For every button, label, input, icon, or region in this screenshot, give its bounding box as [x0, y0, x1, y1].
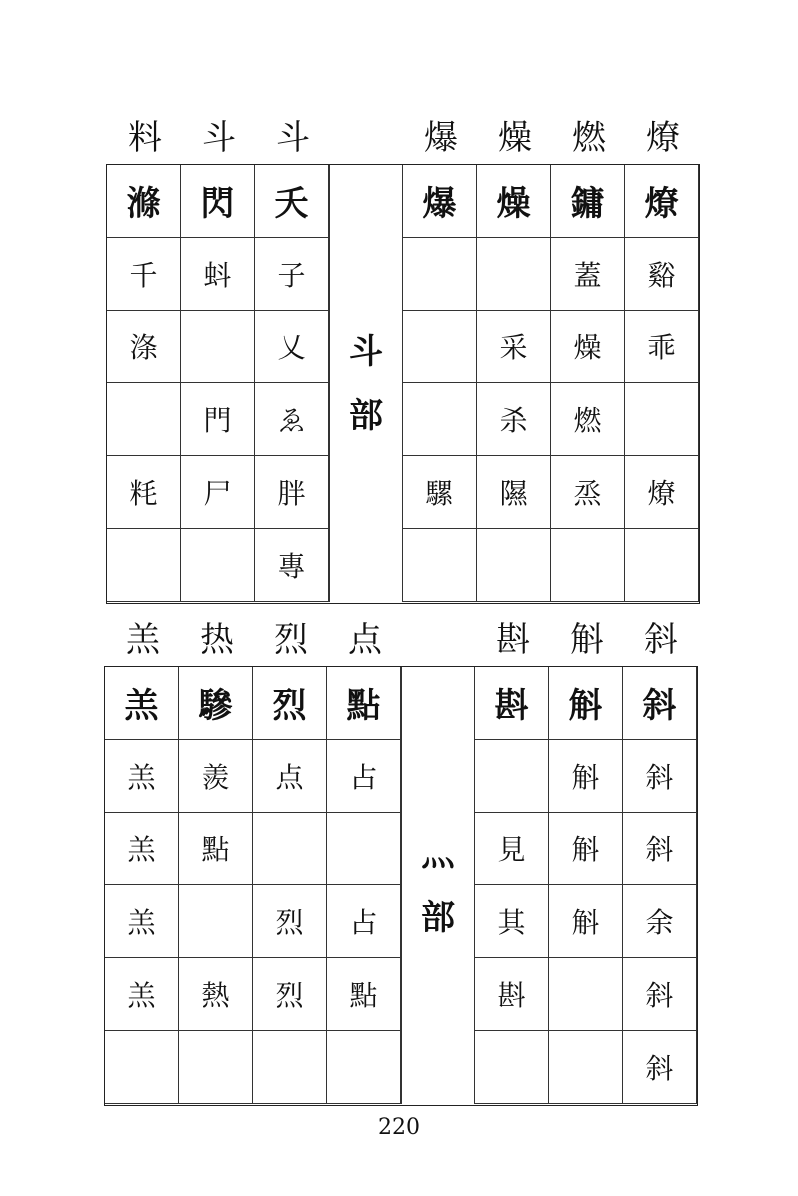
- glyph-cell: [475, 740, 549, 813]
- glyph-cell: 專: [255, 529, 329, 602]
- glyph-cell: 羔: [105, 958, 179, 1031]
- glyph-cell: [327, 813, 401, 886]
- glyph-cell: 燃: [551, 383, 625, 456]
- page-number: 220: [378, 1115, 420, 1140]
- radical-label: [329, 165, 403, 602]
- glyph-cell: [253, 813, 327, 886]
- glyph-cell: 涤: [107, 311, 181, 384]
- radical-char: 斗: [349, 331, 383, 372]
- bottom-character-table: [104, 666, 698, 1106]
- header-char: 爆: [424, 118, 458, 158]
- glyph-cell: 千: [107, 238, 181, 311]
- glyph-cell: 點: [327, 958, 401, 1031]
- glyph-cell: 蓋: [551, 238, 625, 311]
- glyph-cell: 燥: [477, 165, 551, 238]
- glyph-cell: [181, 529, 255, 602]
- glyph-cell: 點: [179, 813, 253, 886]
- glyph-cell: 斛: [549, 740, 623, 813]
- glyph-cell: 谿: [625, 238, 699, 311]
- glyph-cell: 隰: [477, 456, 551, 529]
- glyph-cell: [107, 529, 181, 602]
- glyph-cell: [403, 311, 477, 384]
- glyph-cell: 滌: [107, 165, 181, 238]
- glyph-cell: 羔: [105, 740, 179, 813]
- header-char: 烈: [274, 620, 308, 660]
- header-char: 燎: [646, 118, 680, 158]
- glyph-cell: 閃: [181, 165, 255, 238]
- glyph-cell: 斛: [549, 813, 623, 886]
- top-character-table: [106, 164, 700, 604]
- glyph-cell: 燎: [625, 165, 699, 238]
- glyph-cell: [327, 1031, 401, 1104]
- header-char: 点: [348, 620, 382, 660]
- glyph-cell: 采: [477, 311, 551, 384]
- radical-char: 部: [349, 395, 383, 436]
- glyph-cell: 蚪: [181, 238, 255, 311]
- header-char: 热: [200, 620, 234, 660]
- glyph-cell: [475, 1031, 549, 1104]
- glyph-cell: 占: [327, 885, 401, 958]
- glyph-cell: 粍: [107, 456, 181, 529]
- glyph-cell: 羔: [105, 885, 179, 958]
- glyph-cell: 斜: [623, 813, 697, 886]
- glyph-cell: 烈: [253, 667, 327, 740]
- glyph-cell: [253, 1031, 327, 1104]
- header-char: 斗: [276, 118, 310, 158]
- glyph-cell: 烝: [551, 456, 625, 529]
- glyph-cell: 爆: [403, 165, 477, 238]
- glyph-cell: 胖: [255, 456, 329, 529]
- glyph-cell: 斛: [549, 885, 623, 958]
- glyph-cell: [477, 529, 551, 602]
- glyph-cell: [181, 311, 255, 384]
- radical-char: 灬: [421, 833, 455, 874]
- glyph-cell: ゑ: [255, 383, 329, 456]
- glyph-cell: 騾: [403, 456, 477, 529]
- glyph-cell: 羨: [179, 740, 253, 813]
- glyph-cell: 杀: [477, 383, 551, 456]
- glyph-cell: 子: [255, 238, 329, 311]
- glyph-cell: 乖: [625, 311, 699, 384]
- radical-char: 部: [421, 897, 455, 938]
- glyph-cell: [105, 1031, 179, 1104]
- glyph-cell: [403, 383, 477, 456]
- glyph-cell: 斛: [549, 667, 623, 740]
- glyph-cell: 驂: [179, 667, 253, 740]
- glyph-cell: 烈: [253, 885, 327, 958]
- glyph-cell: 点: [253, 740, 327, 813]
- glyph-cell: 門: [181, 383, 255, 456]
- header-char: 燥: [498, 118, 532, 158]
- glyph-cell: 斜: [623, 667, 697, 740]
- glyph-cell: [403, 529, 477, 602]
- radical-label: [401, 667, 475, 1104]
- header-char: 料: [128, 118, 162, 158]
- glyph-cell: [551, 529, 625, 602]
- glyph-cell: [107, 383, 181, 456]
- glyph-cell: 斜: [623, 1031, 697, 1104]
- header-char: 斗: [202, 118, 236, 158]
- glyph-cell: 點: [327, 667, 401, 740]
- header-char: 斛: [570, 620, 604, 660]
- glyph-cell: 羔: [105, 813, 179, 886]
- header-char: 斟: [496, 620, 530, 660]
- glyph-cell: 羔: [105, 667, 179, 740]
- glyph-cell: 斟: [475, 667, 549, 740]
- glyph-cell: 斟: [475, 958, 549, 1031]
- glyph-cell: [549, 958, 623, 1031]
- glyph-cell: 夭: [255, 165, 329, 238]
- glyph-cell: 見: [475, 813, 549, 886]
- glyph-cell: [403, 238, 477, 311]
- glyph-cell: 占: [327, 740, 401, 813]
- glyph-cell: 鏞: [551, 165, 625, 238]
- glyph-cell: 斜: [623, 958, 697, 1031]
- glyph-cell: 其: [475, 885, 549, 958]
- glyph-cell: 熱: [179, 958, 253, 1031]
- header-char: 燃: [572, 118, 606, 158]
- glyph-cell: [179, 885, 253, 958]
- glyph-cell: 尸: [181, 456, 255, 529]
- glyph-cell: 斜: [623, 740, 697, 813]
- glyph-cell: [625, 383, 699, 456]
- glyph-cell: 燎: [625, 456, 699, 529]
- glyph-cell: 余: [623, 885, 697, 958]
- glyph-cell: [625, 529, 699, 602]
- header-char: 羔: [126, 620, 160, 660]
- glyph-cell: 乂: [255, 311, 329, 384]
- glyph-cell: [179, 1031, 253, 1104]
- glyph-cell: [549, 1031, 623, 1104]
- glyph-cell: 烈: [253, 958, 327, 1031]
- glyph-cell: [477, 238, 551, 311]
- glyph-cell: 燥: [551, 311, 625, 384]
- header-char: 斜: [644, 620, 678, 660]
